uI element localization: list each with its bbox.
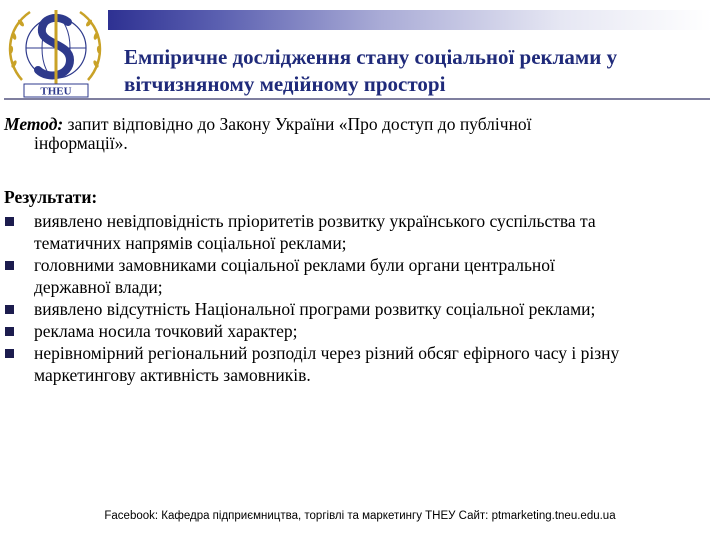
- results-list: [4, 210, 710, 386]
- page-title-line2: вітчизняному медійному просторі: [124, 72, 446, 96]
- list-item: [4, 320, 710, 342]
- method-text-line1: запит відповідно до Закону України «Про доступ до публічної: [63, 114, 532, 134]
- method-paragraph: [4, 115, 704, 153]
- bullet-square-icon: [5, 217, 14, 226]
- header-gradient-bar: [108, 10, 712, 30]
- method-label: Метод:: [4, 114, 64, 134]
- list-item: [4, 298, 710, 320]
- bullet-square-icon: [5, 305, 14, 314]
- list-item-line1: головними замовниками соціальної реклами були органи центральної: [34, 255, 555, 275]
- list-item: [4, 254, 710, 298]
- results-section: [4, 186, 710, 386]
- bullet-square-icon: [5, 327, 14, 336]
- list-item-line1: реклама носила точковий характер;: [34, 321, 298, 341]
- method-text-line2: інформації».: [34, 133, 128, 153]
- list-item-line1: виявлено невідповідність пріоритетів розвитку українського суспільства та: [34, 211, 596, 231]
- title-divider: [4, 98, 710, 100]
- university-logo: [2, 0, 112, 100]
- list-item-line2: маркетингову активність замовників.: [34, 365, 311, 385]
- list-item: [4, 342, 710, 386]
- page-title-line1: Емпіричне дослідження стану соціальної реклами у: [124, 45, 618, 69]
- list-item-line1: нерівномірний регіональний розподіл через різний обсяг ефірного часу і різну: [34, 343, 620, 363]
- svg-text:THEU: THEU: [40, 85, 72, 98]
- university-logo-icon: [2, 0, 112, 100]
- list-item-line2: державної влади;: [34, 277, 163, 297]
- list-item: [4, 210, 710, 254]
- bullet-square-icon: [5, 349, 14, 358]
- bullet-square-icon: [5, 261, 14, 270]
- page-title: [124, 44, 714, 98]
- results-heading: Результати:: [4, 187, 98, 207]
- list-item-line2: тематичних напрямів соціальної реклами;: [34, 233, 347, 253]
- list-item-line1: виявлено відсутність Національної програми розвитку соціальної реклами;: [34, 299, 596, 319]
- footer-contact: Facebook: Кафедра підприємництва, торгівлі та маркетингу ТНЕУ Сайт: ptmarketing.tneu.edu.ua: [104, 510, 616, 522]
